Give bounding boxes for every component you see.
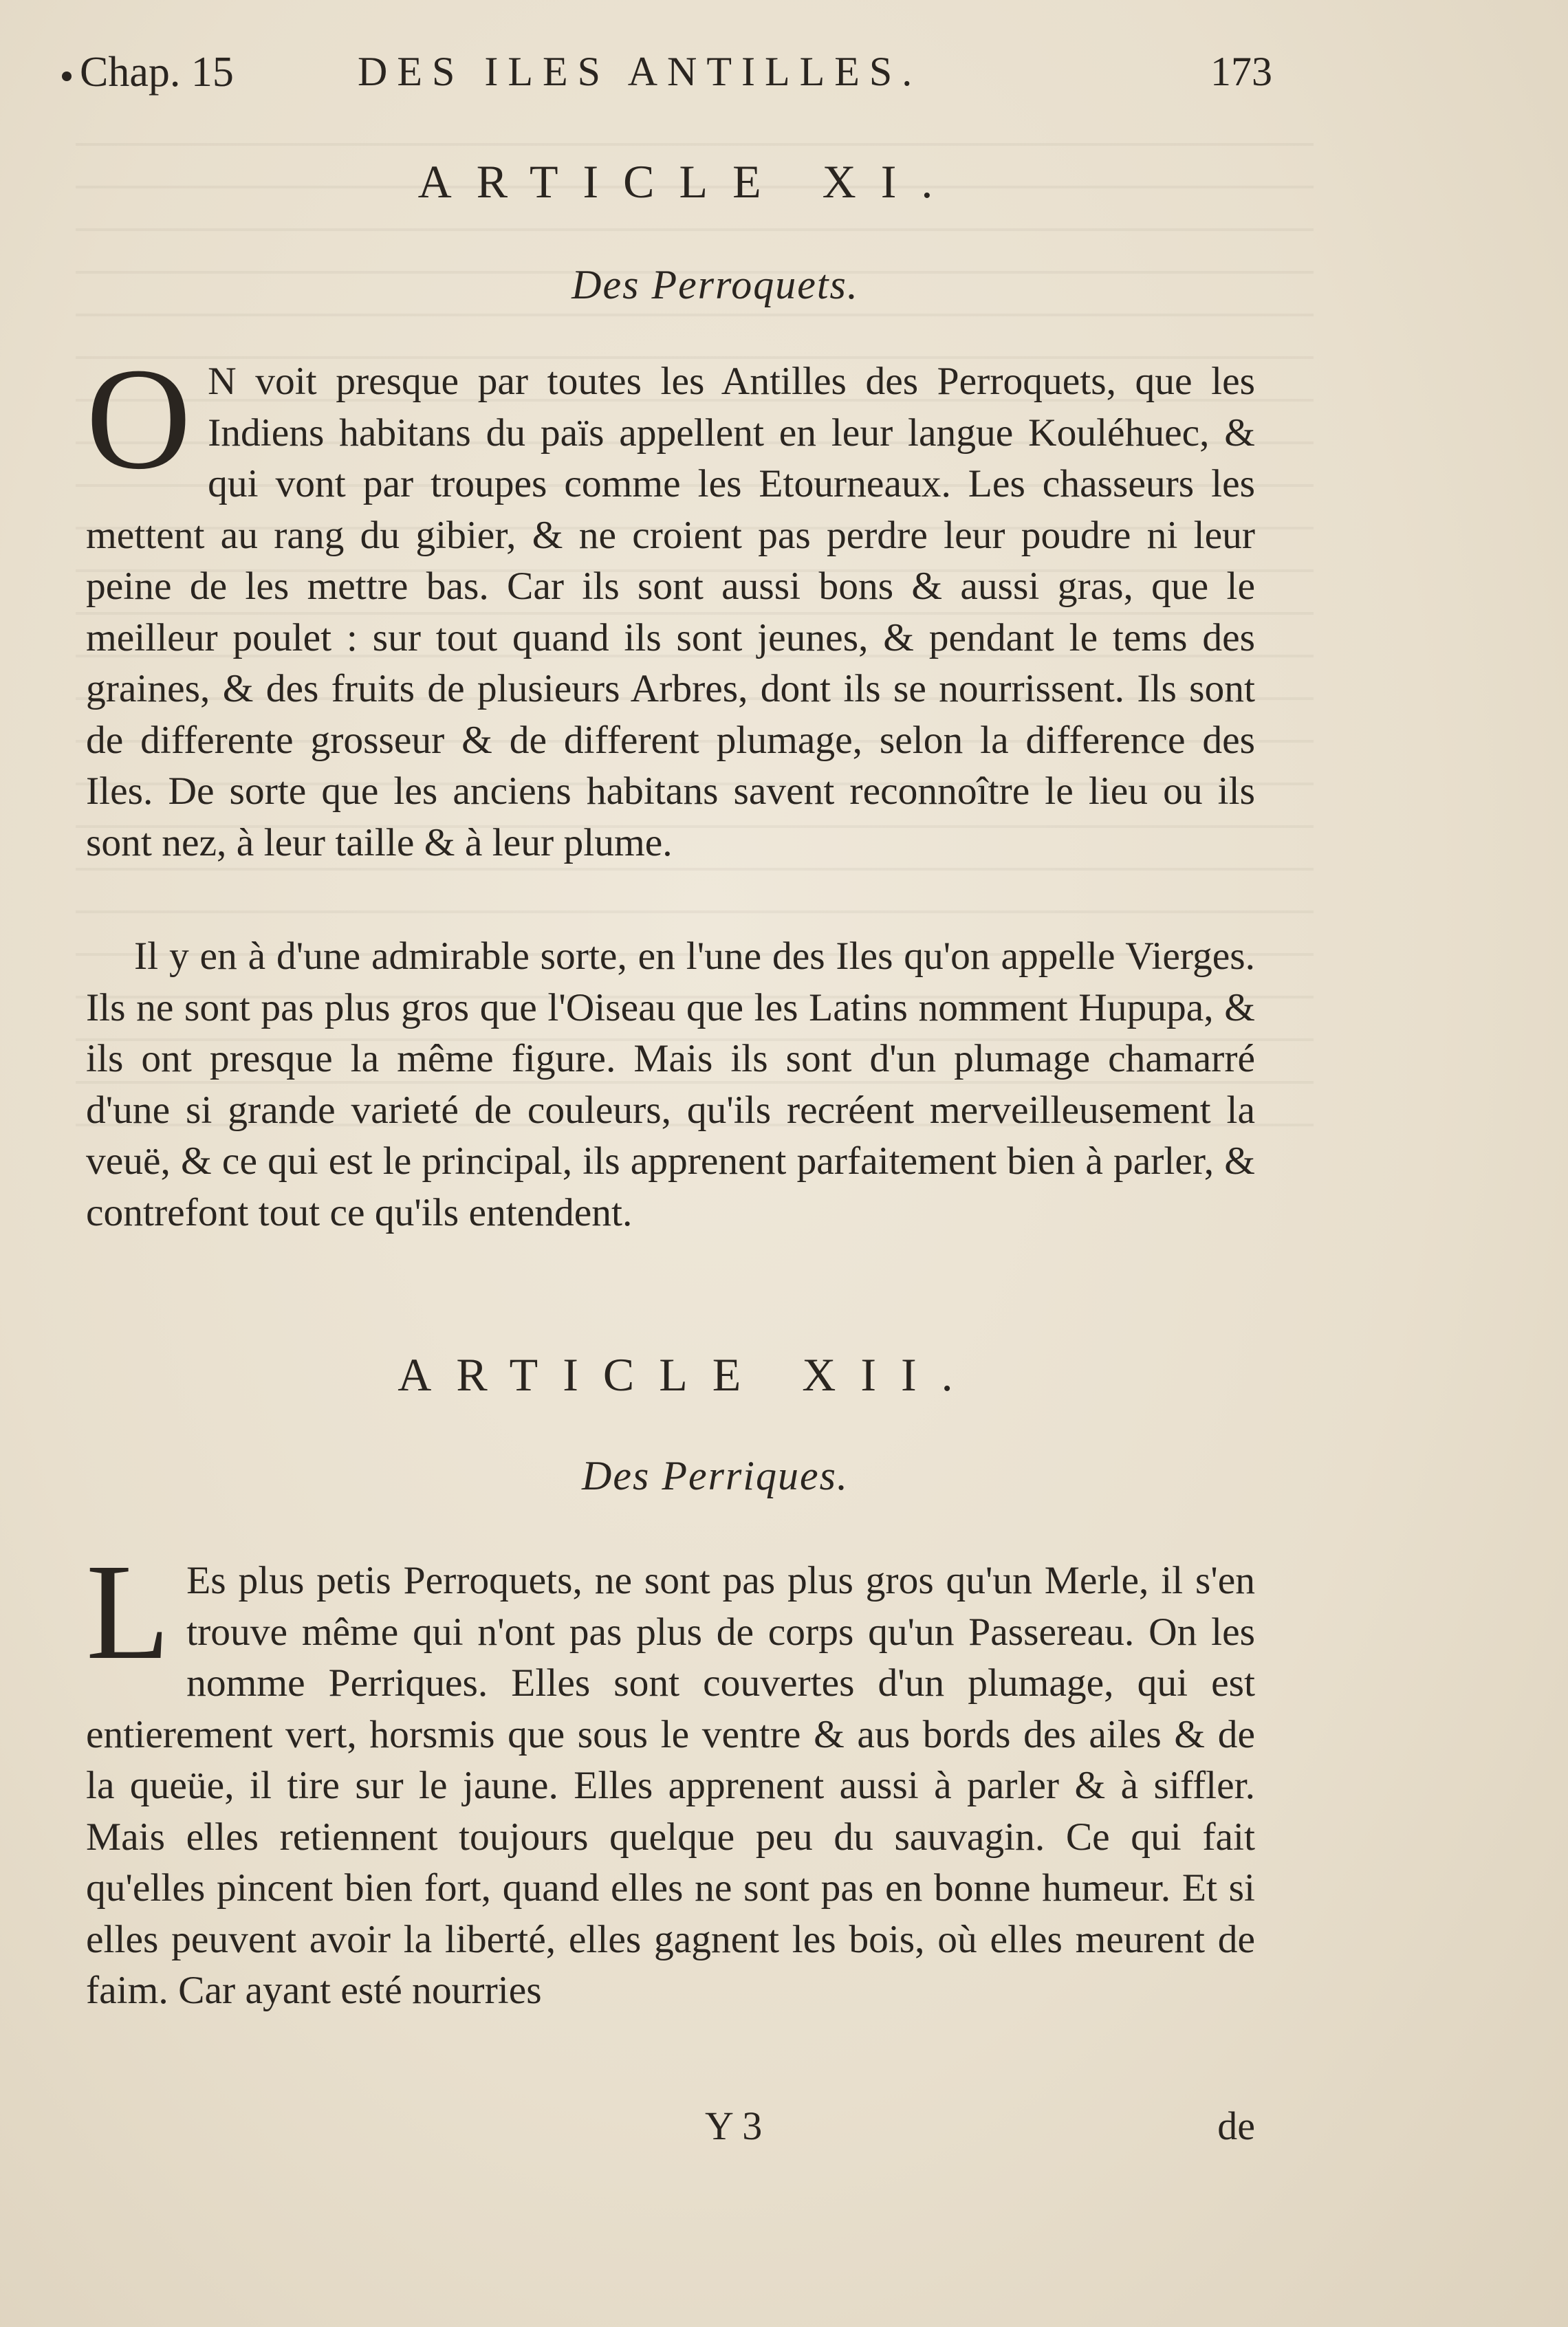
article-12-paragraph-1-text: Es plus petis Perroquets, ne sont pas plus gros qu'un Merle, il s'en trouve même qui n'ont pas plus de corps qu'un Passereau. On les nomme Perriques. Elles sont couvertes d'un plumage, qui est entierement vert, horsmis que sous le ventre & aus bords des ailes & de la queüe, il tire sur le jaune. Elles apprenent aussi à parler & à siffler. Mais elles retiennent toujours quelque peu du sauvagin. Ce qui fait qu'elles pincent bien fort, quand elles ne sont pas en bonne humeur. Et si elles peuvent avoir la liberté, elles gagnent les bois, où elles meurent de faim. Car ayant esté nourries	[86, 1559, 1255, 2012]
page-number: 173	[1210, 49, 1272, 94]
bullet-icon	[62, 72, 72, 81]
drop-cap-o: O	[86, 338, 192, 499]
drop-cap-l: L	[86, 1536, 171, 1688]
article-11-paragraph-1-text: N voit presque par toutes les Antilles des Perroquets, que les Indiens habitans du païs appellent en leur langue Kouléhuec, & qui vont par troupes comme les Etourneaux. Les chasseurs les mettent au rang du gibier, & ne croient pas perdre leur poudre ni leur peine de les mettre bas. Car ils sont aussi bons & aussi gras, que le meilleur poulet : sur tout quand ils sont jeunes, & pendant le tems des graines, & des fruits de plusieurs Arbres, dont ils se nourrissent. Ils sont de differente grosseur & de different plumage, selon la difference des Iles. De sorte que les anciens habitans savent reconnoître le lieu ou ils sont nez, à leur taille & à leur plume.	[86, 360, 1255, 864]
article-12-heading: ARTICLE XII.	[398, 1348, 978, 1401]
running-head	[62, 48, 1272, 96]
article-11-subtitle: Des Perroquets.	[571, 262, 859, 307]
page-footer	[86, 2103, 1255, 2151]
chapter-label	[62, 48, 234, 97]
article-12-paragraph-1	[86, 1536, 1255, 2017]
chapter-text: Chap. 15	[80, 49, 234, 96]
signature-mark: Y 3	[705, 2104, 763, 2148]
catchword: de	[1217, 2104, 1255, 2148]
article-11-paragraph-2: Il y en à d'une admirable sorte, en l'une des Iles qu'on appelle Vierges. Ils ne sont pas plus gros que l'Oiseau que les Latins nomment Hupupa, & ils ont presque la même figure. Mais ils sont d'un plumage chamarré d'une si grande varieté de couleurs, qu'ils recréent merveilleusement la veuë, & ce qui est le principal, ils apprenent parfaitement bien à parler, & contrefont tout ce qu'ils entendent.	[86, 935, 1255, 1234]
article-11-paragraph-1	[86, 338, 1255, 868]
running-title: DES ILES ANTILLES.	[358, 49, 922, 94]
article-11-heading: ARTICLE XI.	[417, 155, 958, 208]
article-12-subtitle: Des Perriques.	[582, 1453, 849, 1498]
